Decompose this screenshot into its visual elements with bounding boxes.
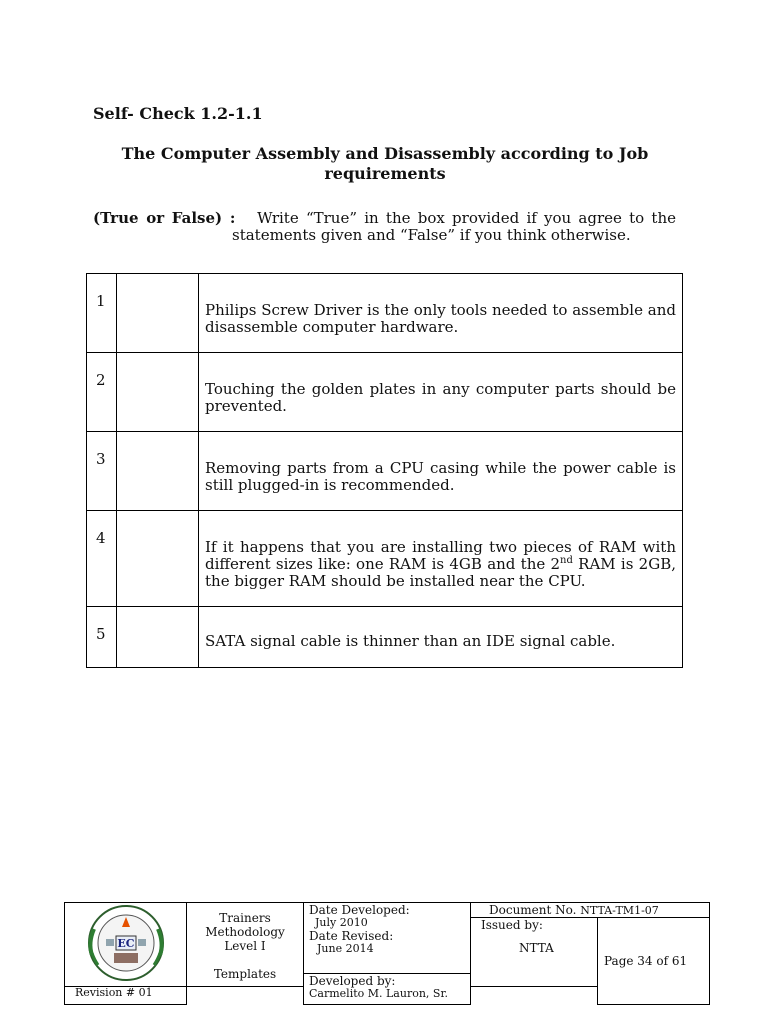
question-statement: SATA signal cable is thinner than an IDE signal cable. xyxy=(199,607,683,668)
school-logo xyxy=(65,903,187,987)
trainers-methodology-cell xyxy=(187,903,304,987)
question-text-part-a: If it happens that you are installing two pieces of RAM with different sizes like: one RAM is 4GB and the 2 xyxy=(205,538,676,573)
table-row xyxy=(87,353,683,432)
question-number: 2 xyxy=(87,353,117,432)
instructions-line2: statements given and “False” if you think otherwise. xyxy=(232,226,631,244)
date-revised-value: June 2014 xyxy=(317,942,374,955)
dates-cell xyxy=(304,903,471,974)
page-number: Page 34 of 61 xyxy=(604,954,688,968)
table-row xyxy=(87,607,683,668)
trainers-line2: Methodology xyxy=(205,925,285,939)
question-statement xyxy=(199,511,683,607)
document-number-cell xyxy=(471,903,710,918)
footer-table xyxy=(64,902,710,1005)
answer-box xyxy=(117,607,199,668)
answer-box xyxy=(117,353,199,432)
issued-by-value: NTTA xyxy=(519,941,554,955)
answer-box xyxy=(117,511,199,607)
page-number-cell xyxy=(598,918,710,1005)
issued-by-label: Issued by: xyxy=(481,918,543,932)
date-developed-value: July 2010 xyxy=(315,916,368,929)
question-text-part-b: RAM is 2GB, the bigger RAM should be installed near the CPU. xyxy=(205,555,676,590)
instructions xyxy=(93,210,676,244)
date-revised-label: Date Revised: xyxy=(309,929,394,943)
answer-box xyxy=(117,274,199,353)
question-number: 4 xyxy=(87,511,117,607)
trainers-line1: Trainers xyxy=(219,911,271,925)
svg-text:EC: EC xyxy=(116,937,135,950)
question-number: 1 xyxy=(87,274,117,353)
question-statement: Touching the golden plates in any computer parts should be prevented. xyxy=(199,353,683,432)
question-statement: Philips Screw Driver is the only tools needed to assemble and disassemble computer hardware. xyxy=(199,274,683,353)
answer-box xyxy=(117,432,199,511)
revision-number: Revision # 01 xyxy=(75,986,153,999)
date-developed-label: Date Developed: xyxy=(309,903,410,917)
table-row xyxy=(87,432,683,511)
school-seal-icon xyxy=(78,903,174,983)
document-title: The Computer Assembly and Disassembly according to Job requirements xyxy=(121,144,649,183)
question-statement: Removing parts from a CPU casing while the power cable is still plugged-in is recommended. xyxy=(199,432,683,511)
trainers-line3: Level I xyxy=(224,939,266,953)
question-number: 3 xyxy=(87,432,117,511)
developed-by-value: Carmelito M. Lauron, Sr. xyxy=(309,986,448,1000)
table-row xyxy=(87,511,683,607)
self-check-heading: Self- Check 1.2-1.1 xyxy=(93,104,263,123)
document-number-label: Document No. xyxy=(489,903,577,917)
question-number: 5 xyxy=(87,607,117,668)
ordinal-suffix: nd xyxy=(560,555,573,566)
questions-table xyxy=(86,273,683,668)
revision-cell xyxy=(65,987,187,1005)
developed-by-cell xyxy=(304,973,471,1005)
document-number-value: NTTA-TM1-07 xyxy=(580,904,659,917)
instructions-label: (True or False) : xyxy=(93,209,236,227)
templates-label: Templates xyxy=(213,967,277,981)
instructions-line1: Write “True” in the box provided if you agree to the xyxy=(257,209,676,227)
table-row xyxy=(87,274,683,353)
issued-by-cell xyxy=(471,918,598,987)
developed-by-label: Developed by: xyxy=(309,973,396,988)
